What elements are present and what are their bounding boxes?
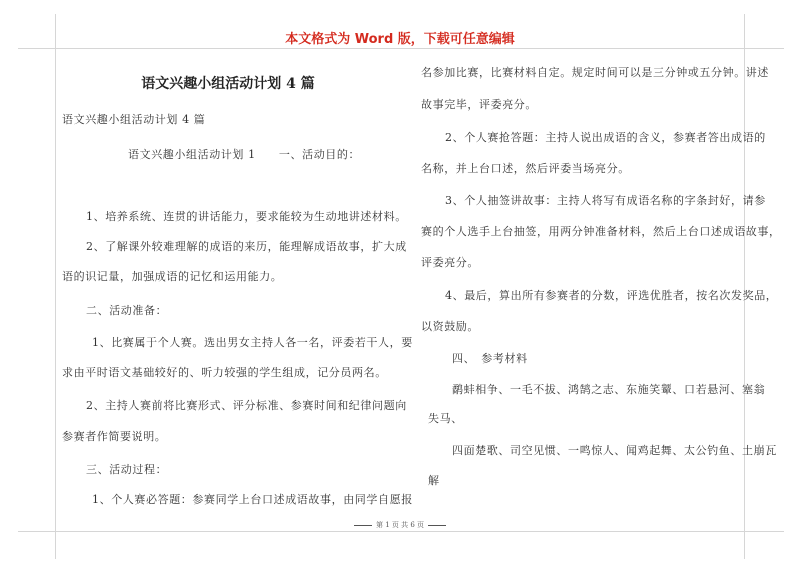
page-border-bottom (18, 531, 784, 532)
left-line: 三、活动过程： (86, 463, 168, 476)
footer-rule-left (354, 525, 372, 526)
right-line: 赛的个人选手上台抽签，用两分钟准备材料，然后上台口述成语故事， (421, 225, 781, 238)
left-line: 语文兴趣小组活动计划 1 一、活动目的： (128, 148, 361, 161)
right-line: 四面楚歌、司空见惯、一鸣惊人、闻鸡起舞、太公钓鱼、土崩瓦 (452, 444, 777, 457)
page-border-right (744, 14, 745, 559)
right-line: 失马、 (428, 412, 463, 425)
right-line: 以资鼓励。 (421, 320, 479, 333)
right-line: 3、个人抽签讲故事：主持人将写有成语名称的字条封好，请参 (445, 194, 766, 207)
left-line: 语文兴趣小组活动计划 4 篇 (62, 113, 206, 126)
right-line: 解 (428, 474, 440, 487)
right-line: 4、最后，算出所有参赛者的分数，评选优胜者，按名次发奖品， (445, 289, 778, 302)
right-line: 评委亮分。 (421, 256, 479, 269)
page-number: 第 1 页 共 6 页 (375, 521, 425, 529)
left-line: 求由平时语文基础较好的、听力较强的学生组成，记分员两名。 (62, 366, 387, 379)
right-line: 鹬蚌相争、一毛不拔、鸿鹄之志、东施笑颦、口若悬河、塞翁 (452, 383, 766, 396)
page-border-top (18, 48, 784, 49)
left-line: 1、比赛属于个人赛。选出男女主持人各一名，评委若干人，要 (92, 336, 413, 349)
right-line: 四、 参考材料 (452, 352, 528, 365)
left-line: 1、个人赛必答题：参赛同学上台口述成语故事，由同学自愿报 (92, 493, 413, 506)
left-line: 2、主持人赛前将比赛形式、评分标准、参赛时间和纪律问题向 (86, 399, 407, 412)
left-line: 2、了解课外较难理解的成语的来历，能理解成语故事，扩大成 (86, 240, 407, 253)
left-line: 语的识记量，加强成语的记忆和运用能力。 (62, 270, 283, 283)
editable-format-banner: 本文格式为 Word 版，下载可任意编辑 (285, 32, 515, 47)
page-footer (0, 520, 800, 530)
left-line: 参赛者作简要说明。 (62, 430, 167, 443)
footer-rule-right (428, 525, 446, 526)
right-line: 故事完毕，评委亮分。 (421, 98, 537, 111)
right-line: 名参加比赛，比赛材料自定。规定时间可以是三分钟或五分钟。讲述 (421, 66, 769, 79)
left-line: 二、活动准备： (86, 304, 168, 317)
right-line: 2、个人赛抢答题：主持人说出成语的含义，参赛者答出成语的 (445, 131, 766, 144)
right-line: 名称，并上台口述，然后评委当场亮分。 (421, 162, 630, 175)
left-line: 1、培养系统、连贯的讲话能力，要求能较为生动地讲述材料。 (86, 210, 407, 223)
page-border-left (55, 14, 56, 559)
document-title: 语文兴趣小组活动计划 4 篇 (141, 76, 315, 92)
